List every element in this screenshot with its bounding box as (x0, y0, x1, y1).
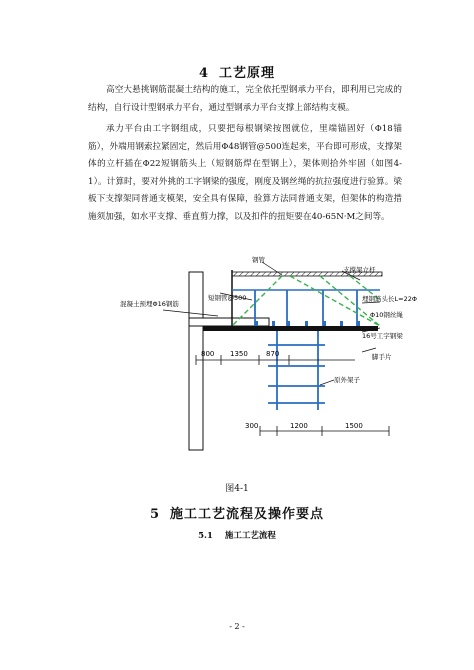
dim-1350: 1350 (230, 350, 248, 358)
label-i-beam: 16号工字钢梁 (362, 332, 403, 340)
dim-800: 800 (201, 350, 215, 358)
support-poles (255, 290, 357, 326)
label-scaffold: 原外架子 (334, 376, 360, 384)
subsection-title: 施工工艺流程 (224, 531, 276, 541)
i-beam (203, 326, 378, 331)
label-rope: Φ10钢丝绳 (370, 311, 403, 319)
label-ring: 混凝土预埋Φ16钢筋 (120, 300, 179, 308)
section-4-number: 4 (198, 66, 210, 81)
subsection-number: 5.1 (198, 531, 213, 541)
lower-scaffold (268, 331, 325, 410)
section-5-number: 5 (149, 507, 161, 522)
section-4-title: 工艺原理 (219, 66, 276, 81)
label-brace: 短钢管@500 (208, 294, 247, 302)
paragraph-1: 高空大悬挑钢筋混凝土结构的施工，完全依托型钢承力平台，即利用已完成的结构，自行设计型钢承力平台，通过型钢承力平台支撑上部结构支模。 (88, 85, 402, 113)
section-5-title: 施工工艺流程及操作要点 (170, 507, 325, 522)
subsection-5-1-heading (0, 529, 474, 541)
dim-300: 300 (245, 422, 259, 430)
label-steel-pipe: 钢管 (252, 256, 265, 264)
dim-870: 870 (266, 350, 280, 358)
label-support-pole: 支撑架立杆 (343, 266, 376, 274)
figure-caption: 图4-1 (225, 484, 249, 494)
label-anchor: 埋钢筋头长L=22Φ (362, 295, 417, 303)
anchor-bars (255, 321, 360, 326)
label-ladder: 脚手片 (372, 353, 392, 361)
page-number: - 2 - (229, 622, 245, 631)
dim-1500: 1500 (345, 422, 363, 430)
dim-1200: 1200 (290, 422, 308, 430)
section-5-heading (0, 503, 474, 522)
paragraph-2: 承力平台由工字钢组成，只要把每根钢梁按图就位，里端锚固好（Φ18锚筋），外端用钢索拉紧固定，然后用Φ48钢管@500连起来，平台即可形成，支撑架体的立杆插在Φ22短钢筋头上（短钢筋焊在型钢上），架体则拾外牢固（如图4-1）。计算时，要对外挑的工字钢梁的强度，刚度及钢丝绳的抗拉强度进行验算。梁板下支撑架同普通支模架，安全具有保障，验算方法同普通支架，但架体的构造措施须加强，如水平支撑、垂直剪力撑，以及扣件的扭矩要在40-65N·M之间等。 (88, 124, 402, 222)
